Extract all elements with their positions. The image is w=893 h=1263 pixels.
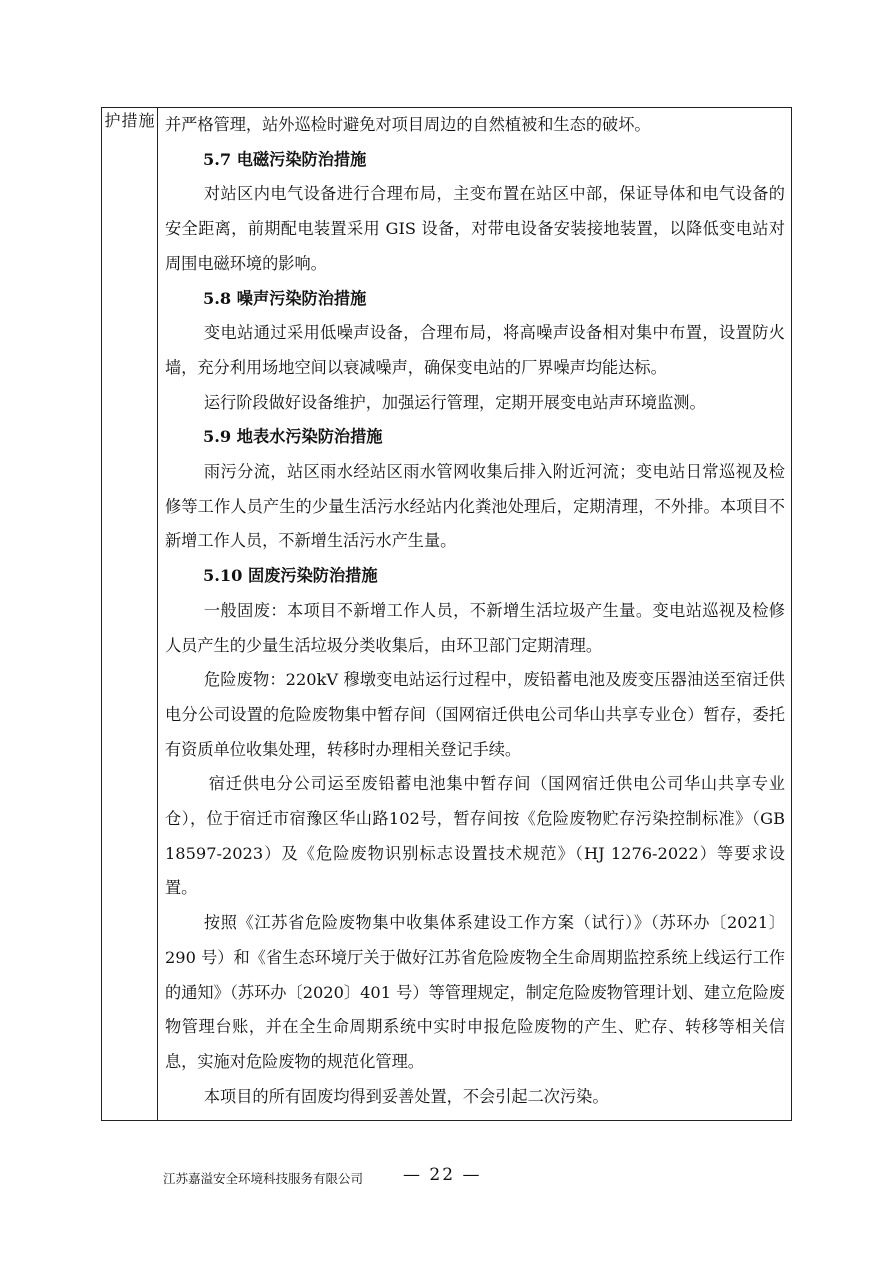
section-heading: 5.10 固废污染防治措施 xyxy=(203,566,378,586)
paragraph: 宿迁供电分公司运至废铅蓄电池集中暂存间（国网宿迁供电公司华山共享专业仓），位于宿迁市宿豫区华山路102号，暂存间按《危险废物贮存污染控制标准》（GB 18597-2023）及《危险废物识别标志设置技术规范》（HJ 1276-2022）等要求设置。 xyxy=(165,774,785,898)
paragraph: 雨污分流，站区雨水经站区雨水管网收集后排入附近河流；变电站日常巡视及检修等工作人员产生的少量生活污水经站内化粪池处理后，定期清理，不外排。本项目不新增工作人员，不新增生活污水产生量。 xyxy=(165,462,785,551)
paragraph: 运行阶段做好设备维护，加强运行管理，定期开展变电站声环境监测。 xyxy=(203,392,706,412)
paragraph: 一般固废：本项目不新增工作人员，不新增生活垃圾产生量。变电站巡视及检修人员产生的少量生活垃圾分类收集后，由环卫部门定期清理。 xyxy=(165,600,785,655)
page-footer xyxy=(163,1165,763,1189)
table-content-cell xyxy=(165,108,785,1114)
section-heading: 5.7 电磁污染防治措施 xyxy=(203,149,367,169)
page-number: — 22 — xyxy=(403,1165,482,1185)
paragraph: 对站区内电气设备进行合理布局，主变布置在站区中部，保证导体和电气设备的安全距离，前期配电装置采用 GIS 设备，对带电设备安装接地装置，以降低变电站对周围电磁环境的影响。 xyxy=(165,184,785,273)
table-column-divider xyxy=(157,107,158,1121)
footer-company: 江苏嘉溢安全环境科技服务有限公司 xyxy=(163,1171,364,1186)
section-heading: 5.8 噪声污染防治措施 xyxy=(203,288,367,308)
paragraph: 危险废物：220kV 穆墩变电站运行过程中，废铅蓄电池及废变压器油送至宿迁供电分公司设置的危险废物集中暂存间（国网宿迁供电公司华山共享专业仓）暂存，委托有资质单位收集处理，转移时办理相关登记手续。 xyxy=(165,670,785,759)
section-heading: 5.9 地表水污染防治措施 xyxy=(203,427,383,447)
paragraph: 并严格管理，站外巡检时避免对项目周边的自然植被和生态的破坏。 xyxy=(165,115,651,134)
paragraph: 按照《江苏省危险废物集中收集体系建设工作方案（试行）》（苏环办〔2021〕290 号）和《省生态环境厅关于做好江苏省危险废物全生命周期监控系统上线运行工作的通知》（苏环办〔2020〕401 号）等管理规定，制定危险废物管理计划、建立危险废物管理台账，并在全生命周期系统中实时申报危险废物的产生、贮存、转移等相关信息，实施对危险废物的规范化管理。 xyxy=(165,913,785,1071)
table-row-header: 护措施 xyxy=(104,111,156,130)
paragraph: 本项目的所有固废均得到妥善处置，不会引起二次污染。 xyxy=(203,1086,609,1106)
paragraph: 变电站通过采用低噪声设备，合理布局，将高噪声设备相对集中布置，设置防火墙，充分利用场地空间以衰减噪声，确保变电站的厂界噪声均能达标。 xyxy=(165,323,785,377)
